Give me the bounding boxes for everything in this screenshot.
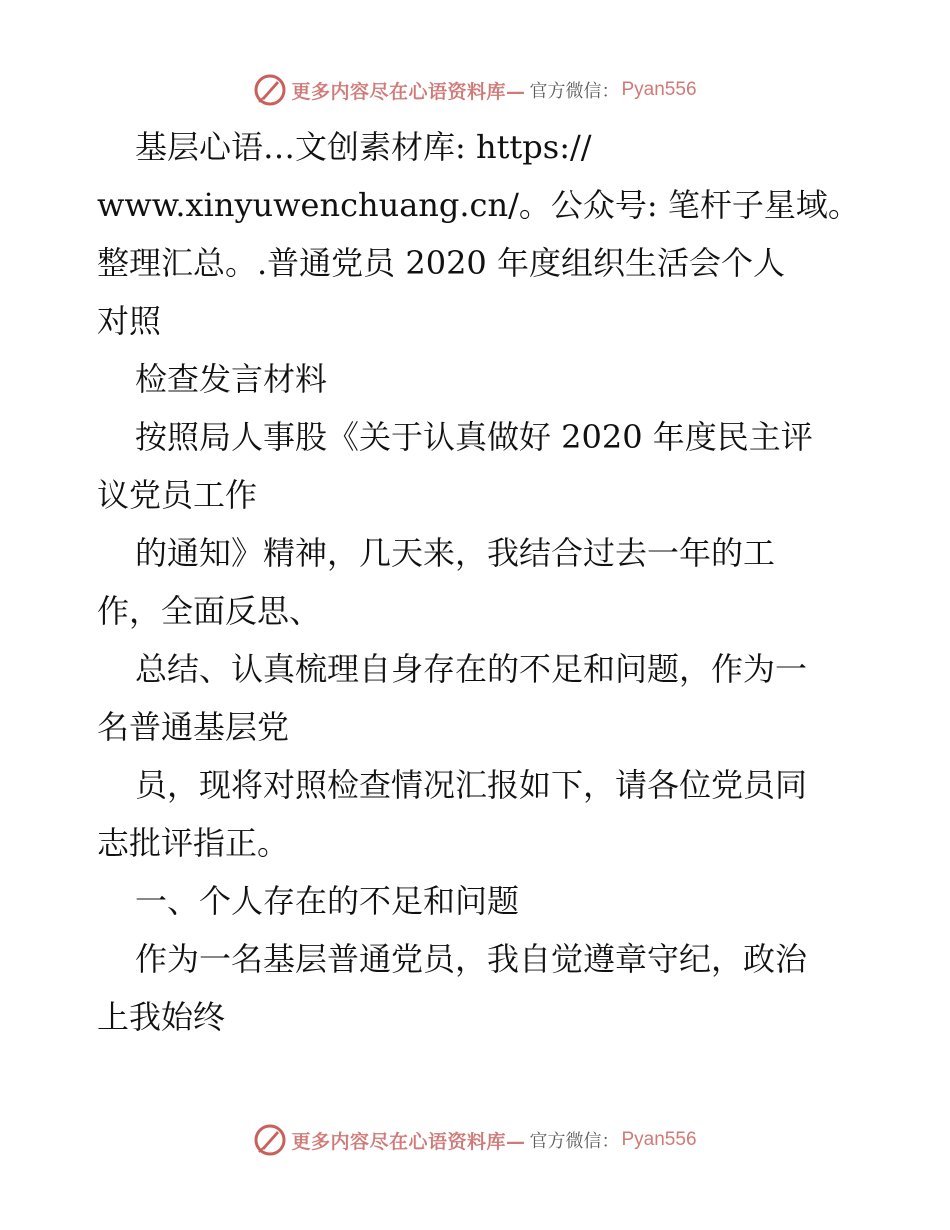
text-line: 志批评指正。 — [97, 824, 290, 862]
text-line: 整理汇总。.普通党员 2020 年度组织生活会个人 — [97, 244, 785, 282]
text-line: 总结、认真梳理自身存在的不足和问题，作为一 — [135, 650, 808, 688]
quill-logo-icon — [253, 1123, 287, 1157]
text-line: 上我始终 — [97, 998, 226, 1036]
text-line: 名普通基层党 — [97, 708, 290, 746]
header-wechat-id: Pyan556 — [621, 79, 697, 100]
header-wechat-label: 官方微信： — [529, 81, 620, 102]
footer-wechat-label: 官方微信： — [529, 1131, 620, 1152]
footer-banner — [0, 1120, 950, 1160]
text-line: 基层心语…文创素材库: https:// — [135, 128, 592, 166]
header-banner-text: 更多内容尽在心语资料库— — [291, 80, 526, 103]
text-line: 对照 — [97, 302, 162, 340]
text-line: 员，现将对照检查情况汇报如下，请各位党员同 — [135, 766, 808, 804]
text-line: 议党员工作 — [97, 476, 258, 514]
text-line: www.xinyuwenchuang.cn/。公众号: 笔杆子星域。 — [97, 186, 860, 224]
text-line: 检查发言材料 — [135, 360, 328, 398]
text-line: 按照局人事股《关于认真做好 2020 年度民主评 — [135, 418, 813, 456]
text-line: 的通知》精神，几天来，我结合过去一年的工 — [135, 534, 776, 572]
footer-banner-text: 更多内容尽在心语资料库— — [291, 1130, 526, 1153]
text-line: 作，全面反思、 — [97, 592, 322, 630]
header-banner — [0, 70, 950, 110]
footer-wechat-id: Pyan556 — [621, 1129, 697, 1150]
text-line: 作为一名基层普通党员，我自觉遵章守纪，政治 — [135, 940, 808, 978]
text-line: 一、个人存在的不足和问题 — [135, 882, 520, 920]
document-body — [97, 118, 860, 1046]
quill-logo-icon — [253, 73, 287, 107]
